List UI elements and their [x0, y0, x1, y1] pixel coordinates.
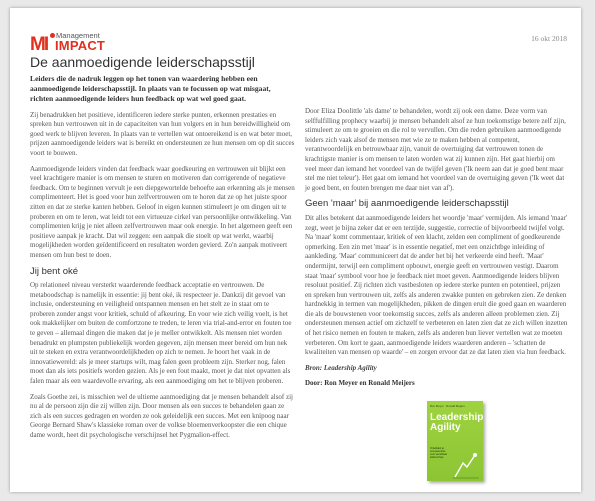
book-blurb: Ontwikkel je competenties voor wendbaar leiderschap [430, 447, 448, 459]
body-paragraph: Door Eliza Doolittle 'als dame' te behandelen, wordt zij ook een dame. Deze vorm van selffulfilling prophecy waarbij je mensen behandelt alsof ze hun toekomstige betere zelf zijn, stimuleert ze om te groeien en die rol te vervullen. Om die reden gebruiken aanmoedigende leiders zich vaak alsof de mensen met wie ze te maken hebben al competent, verantwoordelijk en betrouwbaar zijn, vanuit de overtuiging dat vertrouwen tonen de krachtigste manier is om mensen te laten worden wat zij kunnen zijn. Het gaat hierbij om veel meer dan iemand het voordeel van de twijfel geven ('Ik neem aan dat je goed bent maar stel me niet teleur'). Het gaat om iemand het voordeel van de overtuiging geven ('Ik weet dat je goed bent, en fouten brengen me daar niet van af'). [305, 107, 566, 192]
logo-text-impact: IMPACT [55, 38, 106, 53]
body-paragraph: Op relationeel niveau versterkt waarderende feedback acceptatie en vertrouwen. De metaboodschap is namelijk in essentie: jij bent oké, ik respecteer je. Dankzij dit gevoel van inclusie, ondersteuning en veiligheid ontspannen mensen en het stelt ze in staat om te proberen zonder angst voor kritiek, schuld of afkeuring. En voor wie zich veilig voelt, is het ook makkelijker om buiten de comfortzone te treden, te leren via trial-and-error en fouten toe te geven – allemaal dingen die maken dat je je meller ontwikkelt. Als mensen niet worden benadrukt en plumpsten publiekelijk worden gegeven, zijn mensen meer bereid om hun nek uit te steken en extra verantwoordelijkheden op zich te nemen. Je hoort het vaak in de innovatiewereld: als je meer startups wilt, mag falen geen probleem zijn. Sterker nog, falen moet dan als iets positiefs worden gezien. Als je een fout maakt, moet je dat niet opvatten als falen maar als een waardevolle ervaring, als een aanmoediging om het te blijven proberen. [30, 281, 292, 386]
book-title [430, 413, 483, 433]
book-authors: Ron Meyer · Ronald Meijers [430, 404, 465, 408]
logo-mark-icon: MI [30, 36, 50, 53]
book-cover-image [427, 401, 483, 481]
book-title-line: Agility [430, 422, 461, 433]
article-page [10, 8, 581, 492]
article-lead: Leiders die de nadruk leggen op het tonen van waardering hebben een aanmoedigende leiderschapsstijl. In plaats van te focussen op wat misgaat, richten aanmoedigende leiders hun feedback op wat wel goed gaat. [30, 74, 271, 104]
logo-text-management: Management [56, 31, 100, 40]
body-paragraph: Dit alles betekent dat aanmoedigende leiders het woordje 'maar' vermijden. Als iemand 'maar' zegt, weet je bijna zeker dat er een terzijde, suggestie, correctie of bijvoorbeeld twijfel volgt. Na 'maar' komt commentaar, kritiek of een klacht, zelden een compliment of goedkeurende opmerking. Een zin met 'maar' is in essentie negatief, met een onzichtbge inleiding of aankleding. 'Maar' communiceert dat de ander het bij het verkeerde eind heeft. 'Maar' ondermijnt, terwijl een compliment opbouwt, energie geeft en vertrouwen vestigt. Daarom staat 'maar' symbool voor hoe je feedback niet moet geven. Aanmoedigende leiders blijven resoluut positief. Zij richten zich vastbesloten op iedere sterke punten en potentieel, prijzen en spreken hun vertrouwen uit, zelfs als anderen zwakke punten en gebreken zien. Ze denken hardnekkig in termen van mogelijkheden, pikken de dingen eruit die goed gaan en waarderen die als de bouwstenen voor toekomstig succes, zelfs als anderen alleen problemen zien. Zij ondersteunen mensen actief om zichzelf te verbeteren en laten zien dat ze zich willen inzetten of het risico nemen en fouten te maken, zelfs als anderen hun liever vertellen wat ze moeten verbeteren. Om kort te gaan, aanmoedigende leiders waarderen anderen – 'schatten de kwaliteiten van mensen op waarde' – en zorgen ervoor dat ze dat laten zien via hun feedback. [305, 213, 568, 357]
section-heading: Geen 'maar' bij aanmoedigende leiderschapsstijl [305, 198, 509, 210]
publish-date: 16 okt 2018 [531, 34, 567, 43]
section-heading: Jij bent oké [30, 265, 79, 277]
page-title: De aanmoedigende leiderschapsstijl [30, 54, 255, 70]
left-column [30, 74, 295, 447]
article-author: Door: Ron Meyer en Ronald Meijers [305, 379, 415, 388]
body-paragraph: Aanmoedigende leiders vinden dat feedback waar goedkeuring en vertrouwen uit blijkt een veel krachtigere manier is om mensen te sturen en motiveren dan corrigerende of negatieve feedback. Om te beginnen vervult je een diepgewortelde behoefte aan erkenning als je mensen complimenteert. Het is goed voor hun zelfvertrouwen om te horen dat ze op het juiste spoor zitten en dat ze sterke kanten hebben. Geloof in eigen kunnen stimuleert je om dingen uit te proberen en om te leren, wat leidt tot een virtueuze cirkel van persoonlijke ontwikkeling. Van complimenten krijg je niet alleen zelfvertrouwen maar ook energie. In het algemeen geeft een positieve aanpak je kracht. Dat wil zeggen: een aanpak die stoelt op wat werkt, waarbij mogelijkheden worden geïdentificeerd en resultaten worden gevierd. Zo'n aanpak motiveert mensen om hun best te doen. [30, 164, 295, 259]
climber-figure-icon [453, 451, 479, 479]
body-paragraph: Zij benadrukken het positieve, identificeren iedere sterke punten, erkennen prestaties en spreken hun vertrouwen uit in de capaciteiten van hun volgers en in hun bereidwilligheid om goed werk te blijven leveren. In plaats van te vertellen wat ontoereikend is en wat beter moet, prijzen aanmoedigende leiders wat is bereikt en ondersteunen ze hun mensen om op dit succes voort te bouwen. [30, 110, 295, 157]
book-title-line: Leadership [430, 412, 483, 423]
body-paragraph: Zoals Goethe zei, is misschien wel de ultieme aanmoediging dat je mensen behandelt alsof zij nu al de persoon zijn die zij willen zijn. Door mensen als een succes te behandelen gaan ze zich als een succes gedragen en worden ze ook geleidelijk een succes. Met een knipoog naar George Bernard Shaw's klassieke roman over de volkse bloemenverkoopster die een chique dame wordt, heet dit psychologische verschijnsel het Pygmalion-effect. [30, 392, 294, 440]
article-source: Bron: Leadership Agility [305, 363, 377, 372]
right-column [305, 107, 568, 395]
